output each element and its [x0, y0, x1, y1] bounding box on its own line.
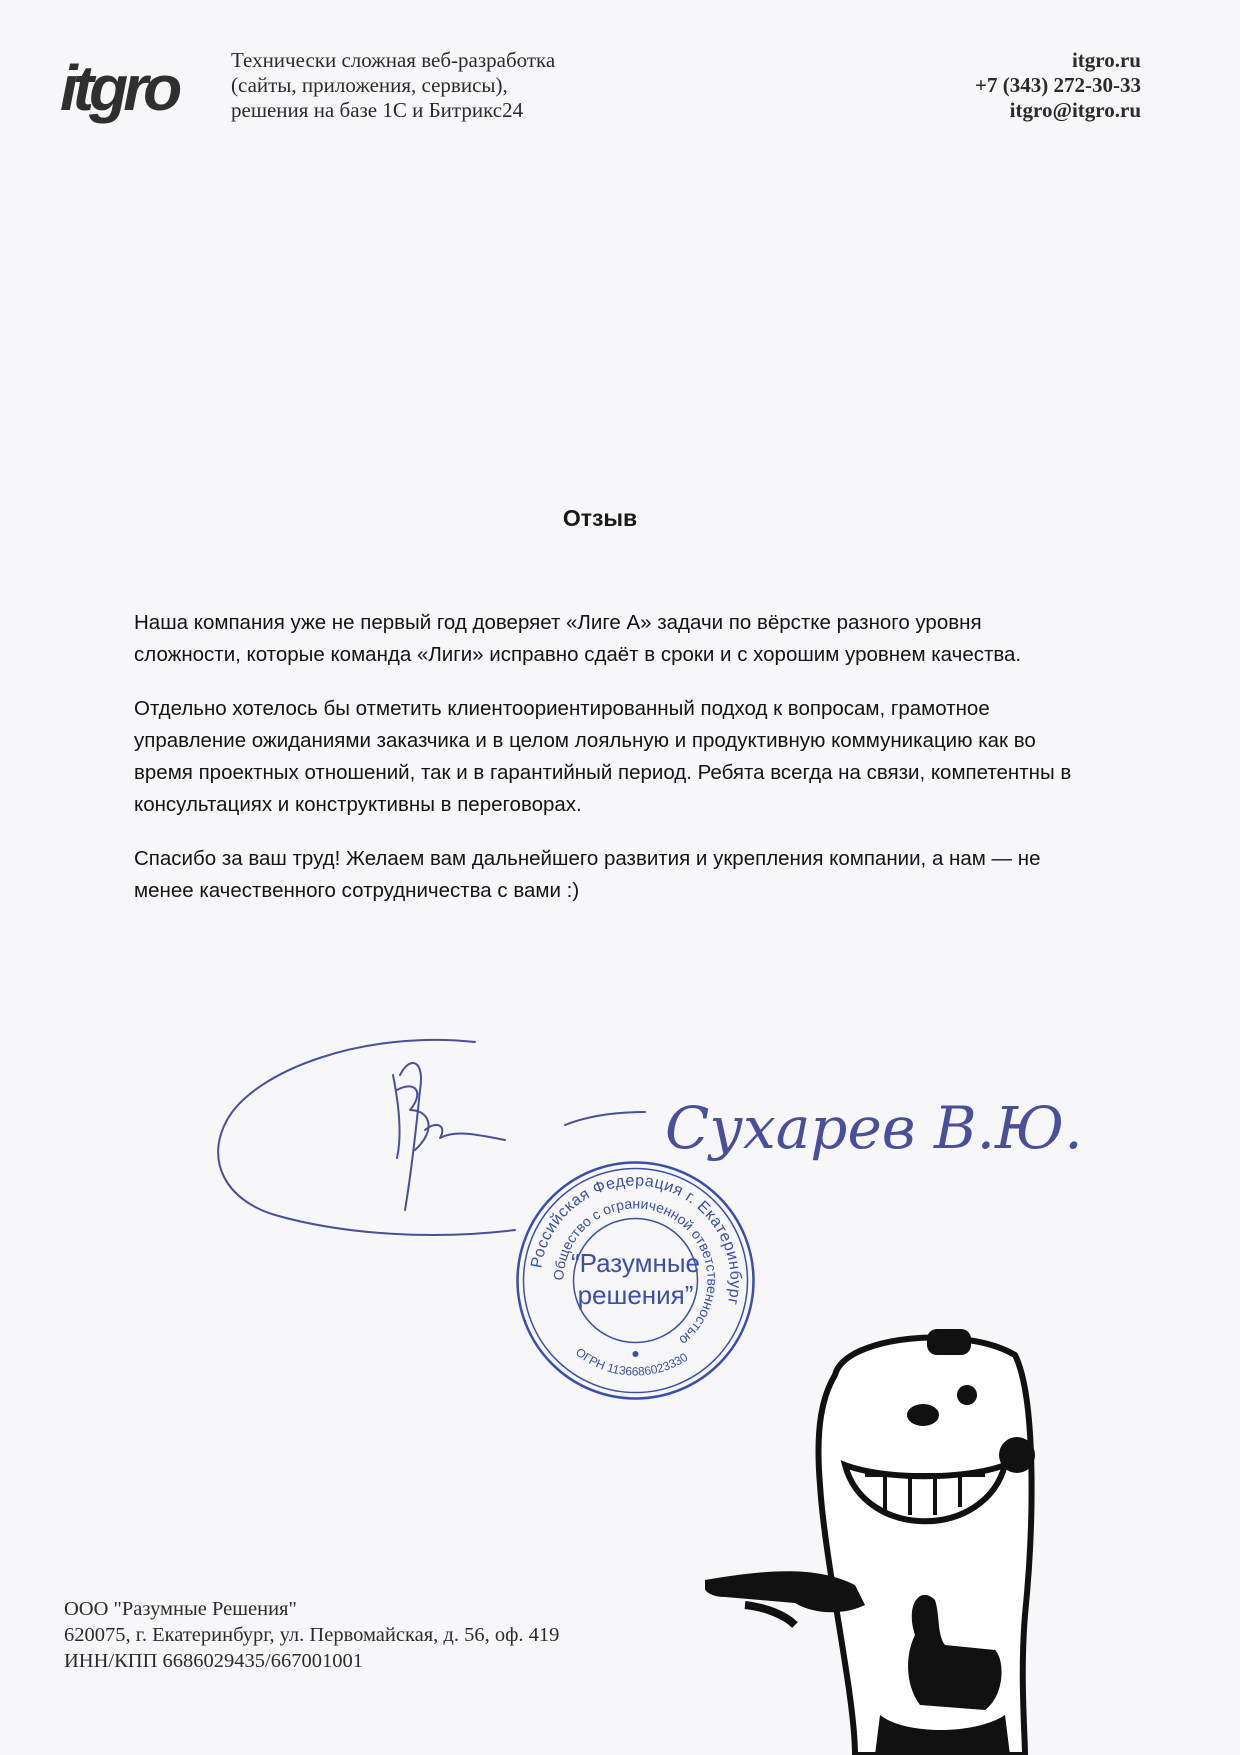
contacts-block	[975, 48, 1141, 123]
letter-body	[134, 607, 1084, 929]
letter-title: Отзыв	[562, 505, 638, 531]
mascot-illustration	[705, 1315, 1140, 1755]
email-link[interactable]: itgro@itgro.ru	[1009, 98, 1141, 122]
tagline-line: Технически сложная веб-разработка	[231, 48, 556, 72]
svg-text:“Разумные: “Разумные	[570, 1248, 701, 1278]
svg-text:ОГРН 1136686023330: ОГРН 1136686023330	[573, 1344, 691, 1379]
paragraph: Спасибо за ваш труд! Желаем вам дальнейшего развития и укрепления компании, а нам — не менее качественного сотрудничества с вами :)	[134, 847, 1041, 902]
tagline-line: решения на базе 1С и Битрикс24	[231, 98, 524, 122]
company-address: 620075, г. Екатеринбург, ул. Первомайская, д. 56, оф. 419	[64, 1624, 560, 1646]
phone-number[interactable]: +7 (343) 272-30-33	[975, 73, 1141, 97]
svg-text:решения”: решения”	[577, 1280, 694, 1310]
paragraph: Отдельно хотелось бы отметить клиентоориентированный подход к вопросам, грамотное управление ожиданиями заказчика и в целом лояльную и продуктивную коммуникацию как во время проектных отношений, так и в гарантийный период. Ребята всегда на связи, компетентны в консультациях и конструктивны в переговорах.	[134, 697, 1072, 816]
company-tagline	[231, 48, 555, 123]
website-link[interactable]: itgro.ru	[1071, 48, 1141, 72]
svg-text:Российская Федерация г. Екатер: Российская Федерация г. Екатеринбург	[528, 1172, 744, 1307]
paragraph: Наша компания уже не первый год доверяет «Лиге А» задачи по вёрстке разного уровня сложности, которые команда «Лиги» исправно сдаёт в сроки и с хорошим уровнем качества.	[134, 611, 1022, 666]
svg-text:Сухарев В.Ю.: Сухарев В.Ю.	[665, 1094, 1083, 1162]
company-name: ООО "Разумные Решения"	[64, 1598, 297, 1620]
company-requisites	[64, 1596, 559, 1674]
itgro-logo	[60, 48, 200, 128]
svg-text:Общество с ограниченной ответс: Общество с ограниченной ответственностью	[550, 1195, 721, 1349]
tagline-line: (сайты, приложения, сервисы),	[231, 73, 508, 97]
svg-text:itgro: itgro	[60, 52, 178, 124]
company-inn: ИНН/КПП 6686029435/667001001	[64, 1650, 363, 1672]
